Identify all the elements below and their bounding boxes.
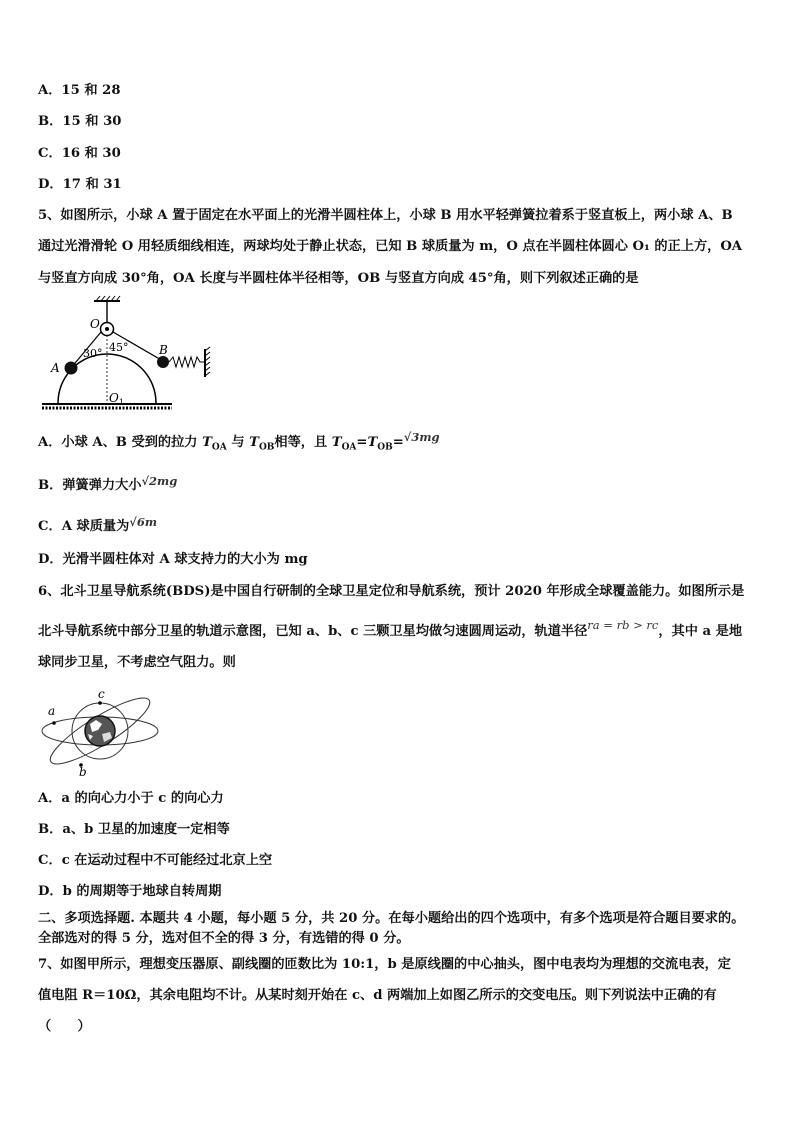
ground	[42, 404, 172, 408]
earth	[85, 716, 115, 746]
q7-stem-line2: 值电阻 R＝10Ω，其余电阻均不计。从某时刻开始在 c、d 两端加上如图乙所示的交变电压。则下列说法中正确的有	[38, 988, 717, 1003]
q5-stem-line2: 通过光滑滑轮 O 用轻质细线相连，两球均处于静止状态，已知 B 球质量为 m，O 点在半圆柱体圆心 O₁ 的正上方，OA	[38, 239, 743, 254]
q6-option-c: C．c 在运动过程中不可能经过北京上空	[38, 853, 273, 868]
q4-option-c: C．16 和 30	[38, 146, 121, 161]
label-45deg: 45°	[109, 341, 129, 354]
label-B: B	[159, 343, 168, 357]
q6-option-d: D．b 的周期等于地球自转周期	[38, 884, 222, 899]
q5-option-c: C．A 球质量为√6m	[38, 515, 157, 534]
q5-option-d: D．光滑半圆柱体对 A 球支持力的大小为 mg	[38, 552, 308, 567]
q7-stem-line1: 7、如图甲所示，理想变压器原、副线圈的匝数比为 10:1，b 是原线圈的中心抽头，图中电表均为理想的交流电表，定	[38, 957, 731, 972]
label-c: c	[98, 687, 105, 701]
label-b: b	[79, 765, 87, 778]
q4-option-d: D．17 和 31	[38, 177, 122, 192]
q4-option-a: A．15 和 28	[38, 83, 121, 98]
q7-answer-blank: （ ）	[38, 1019, 91, 1034]
spring	[169, 357, 204, 367]
q6-option-b: B．a、b 卫星的加速度一定相等	[38, 822, 230, 837]
q5-figure	[38, 295, 228, 417]
satellite-a	[52, 721, 56, 725]
label-A: A	[51, 361, 60, 375]
q5-stem-line3: 与竖直方向成 30°角，OA 长度与半圆柱体半径相等，OB 与竖直方向成 45°角，则下列叙述正确的是	[38, 271, 639, 286]
q6-stem-line2: 北斗导航系统中部分卫星的轨道示意图，已知 a、b、c 三颗卫星均做匀速圆周运动，轨道半径ra = rb > rc，其中 a 是地	[38, 618, 743, 639]
q6-figure	[38, 686, 166, 778]
q6-stem-line3: 球同步卫星，不考虑空气阻力。则	[38, 655, 236, 670]
label-O: O	[90, 317, 100, 331]
section2-instructions-line2: 全部选对的得 5 分，选对但不全的得 3 分，有选错的得 0 分。	[38, 931, 410, 946]
ball-A	[65, 362, 78, 375]
section2-instructions-line1: 二、多项选择题. 本题共 4 小题，每小题 5 分，共 20 分。在每小题给出的四个选项中，有多个选项是符合题目要求的。	[38, 911, 745, 926]
q6-option-a: A．a 的向心力小于 c 的向心力	[38, 791, 224, 806]
q5-option-a: A．小球 A、B 受到的拉力 $T_{OA}$ 与 $T_{OB}$相等，且 $T_{OA}=T_{OB}=√3mg$	[38, 430, 440, 453]
label-30deg: 30°	[83, 347, 103, 360]
q5-stem-line1: 5、如图所示，小球 A 置于固定在水平面上的光滑半圆柱体上，小球 B 用水平轻弹簧拉着系于竖直板上，两小球 A、B	[38, 208, 733, 223]
q6-stem-line1: 6、北斗卫星导航系统(BDS)是中国自行研制的全球卫星定位和导航系统，预计 2020 年形成全球覆盖能力。如图所示是	[38, 584, 745, 599]
label-O1: $O_1$	[109, 391, 124, 407]
wall	[205, 347, 210, 377]
q4-option-b: B．15 和 30	[38, 114, 122, 129]
satellite-c	[98, 701, 102, 705]
ball-B	[157, 356, 169, 368]
label-a: a	[48, 704, 56, 718]
q5-option-b: B．弹簧弹力大小√2mg	[38, 474, 178, 493]
